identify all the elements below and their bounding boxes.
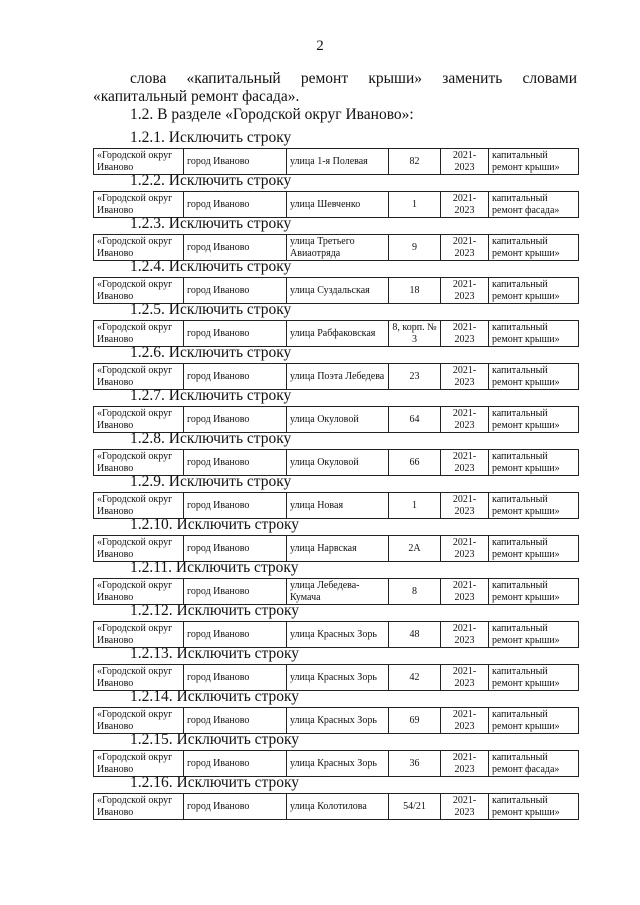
excluded-row-table xyxy=(93,234,579,261)
table-row xyxy=(94,364,579,390)
period-cell: 2021-2023 xyxy=(441,708,489,734)
work-type-cell: капитальный ремонт фасада» xyxy=(489,192,579,218)
house-cell: 8 xyxy=(389,579,441,605)
excluded-row-table xyxy=(93,535,579,562)
house-cell: 69 xyxy=(389,708,441,734)
municipality-cell: «Городской округ Иваново xyxy=(94,708,184,734)
house-cell: 23 xyxy=(389,364,441,390)
section-heading: 1.2.10. Исключить строку xyxy=(130,516,300,533)
street-cell: улица Суздальская xyxy=(287,278,389,304)
exclusion-section xyxy=(93,387,578,433)
street-cell: улица Лебедева-Кумача xyxy=(287,579,389,605)
street-cell: улица Колотилова xyxy=(287,794,389,820)
street-cell: улица Красных Зорь xyxy=(287,665,389,691)
exclusion-section xyxy=(93,129,578,175)
section-heading: 1.2.15. Исключить строку xyxy=(130,731,300,748)
excluded-row-table xyxy=(93,449,579,476)
excluded-row-table xyxy=(93,750,579,777)
exclusion-section xyxy=(93,559,578,605)
municipality-cell: «Городской округ Иваново xyxy=(94,536,184,562)
table-row xyxy=(94,622,579,648)
table-row xyxy=(94,708,579,734)
table-row xyxy=(94,493,579,519)
exclusion-section xyxy=(93,688,578,734)
table-row xyxy=(94,794,579,820)
period-cell: 2021-2023 xyxy=(441,794,489,820)
work-type-cell: капитальный ремонт крыши» xyxy=(489,235,579,261)
section-heading: 1.2.14. Исключить строку xyxy=(130,688,300,705)
municipality-cell: «Городской округ Иваново xyxy=(94,751,184,777)
city-cell: город Иваново xyxy=(184,708,287,734)
section-heading: 1.2.12. Исключить строку xyxy=(130,602,300,619)
excluded-row-table xyxy=(93,191,579,218)
municipality-cell: «Городской округ Иваново xyxy=(94,493,184,519)
exclusion-section xyxy=(93,430,578,476)
exclusion-section xyxy=(93,516,578,562)
section-heading: 1.2.13. Исключить строку xyxy=(130,645,300,662)
period-cell: 2021-2023 xyxy=(441,493,489,519)
work-type-cell: капитальный ремонт фасада» xyxy=(489,751,579,777)
work-type-cell: капитальный ремонт крыши» xyxy=(489,493,579,519)
house-cell: 9 xyxy=(389,235,441,261)
city-cell: город Иваново xyxy=(184,794,287,820)
period-cell: 2021-2023 xyxy=(441,407,489,433)
table-row xyxy=(94,579,579,605)
municipality-cell: «Городской округ Иваново xyxy=(94,579,184,605)
work-type-cell: капитальный ремонт крыши» xyxy=(489,278,579,304)
city-cell: город Иваново xyxy=(184,665,287,691)
municipality-cell: «Городской округ Иваново xyxy=(94,364,184,390)
house-cell: 54/21 xyxy=(389,794,441,820)
exclusion-section xyxy=(93,258,578,304)
municipality-cell: «Городской округ Иваново xyxy=(94,450,184,476)
city-cell: город Иваново xyxy=(184,493,287,519)
period-cell: 2021-2023 xyxy=(441,536,489,562)
city-cell: город Иваново xyxy=(184,536,287,562)
city-cell: город Иваново xyxy=(184,235,287,261)
work-type-cell: капитальный ремонт крыши» xyxy=(489,407,579,433)
excluded-row-table xyxy=(93,277,579,304)
exclusion-section xyxy=(93,645,578,691)
table-row xyxy=(94,192,579,218)
table-row xyxy=(94,321,579,347)
city-cell: город Иваново xyxy=(184,364,287,390)
period-cell: 2021-2023 xyxy=(441,235,489,261)
period-cell: 2021-2023 xyxy=(441,622,489,648)
page-number: 2 xyxy=(316,38,324,54)
excluded-row-table xyxy=(93,664,579,691)
period-cell: 2021-2023 xyxy=(441,321,489,347)
paragraph-replace-words: слова «капитальный ремонт крыши» заменить словами xyxy=(130,70,577,87)
work-type-cell: капитальный ремонт крыши» xyxy=(489,321,579,347)
house-cell: 8, корп. № 3 xyxy=(389,321,441,347)
excluded-row-table xyxy=(93,320,579,347)
excluded-row-table xyxy=(93,363,579,390)
street-cell: улица Третьего Авиаотряда xyxy=(287,235,389,261)
period-cell: 2021-2023 xyxy=(441,450,489,476)
exclusion-section xyxy=(93,301,578,347)
excluded-row-table xyxy=(93,406,579,433)
section-heading: 1.2.2. Исключить строку xyxy=(130,172,292,189)
house-cell: 82 xyxy=(389,149,441,175)
city-cell: город Иваново xyxy=(184,149,287,175)
section-heading: 1.2.3. Исключить строку xyxy=(130,215,292,232)
municipality-cell: «Городской округ Иваново xyxy=(94,192,184,218)
house-cell: 42 xyxy=(389,665,441,691)
exclusion-section xyxy=(93,602,578,648)
exclusion-section xyxy=(93,731,578,777)
exclusion-section xyxy=(93,344,578,390)
city-cell: город Иваново xyxy=(184,192,287,218)
municipality-cell: «Городской округ Иваново xyxy=(94,149,184,175)
city-cell: город Иваново xyxy=(184,278,287,304)
section-heading: 1.2.11. Исключить строку xyxy=(130,559,299,576)
street-cell: улица Поэта Лебедева xyxy=(287,364,389,390)
work-type-cell: капитальный ремонт крыши» xyxy=(489,536,579,562)
street-cell: улица Окуловой xyxy=(287,407,389,433)
municipality-cell: «Городской округ Иваново xyxy=(94,794,184,820)
city-cell: город Иваново xyxy=(184,450,287,476)
street-cell: улица Шевченко xyxy=(287,192,389,218)
section-heading: 1.2.6. Исключить строку xyxy=(130,344,292,361)
section-heading: 1.2.4. Исключить строку xyxy=(130,258,292,275)
table-row xyxy=(94,235,579,261)
house-cell: 64 xyxy=(389,407,441,433)
municipality-cell: «Городской округ Иваново xyxy=(94,665,184,691)
table-row xyxy=(94,450,579,476)
house-cell: 2А xyxy=(389,536,441,562)
table-row xyxy=(94,278,579,304)
work-type-cell: капитальный ремонт крыши» xyxy=(489,708,579,734)
excluded-row-table xyxy=(93,793,579,820)
municipality-cell: «Городской округ Иваново xyxy=(94,235,184,261)
work-type-cell: капитальный ремонт крыши» xyxy=(489,622,579,648)
period-cell: 2021-2023 xyxy=(441,149,489,175)
paragraph-replace-words-cont: «капитальный ремонт фасада». xyxy=(93,88,300,105)
house-cell: 48 xyxy=(389,622,441,648)
work-type-cell: капитальный ремонт крыши» xyxy=(489,450,579,476)
section-heading: 1.2.7. Исключить строку xyxy=(130,387,292,404)
city-cell: город Иваново xyxy=(184,622,287,648)
municipality-cell: «Городской округ Иваново xyxy=(94,321,184,347)
municipality-cell: «Городской округ Иваново xyxy=(94,407,184,433)
street-cell: улица Красных Зорь xyxy=(287,622,389,648)
municipality-cell: «Городской округ Иваново xyxy=(94,622,184,648)
house-cell: 66 xyxy=(389,450,441,476)
street-cell: улица Рабфаковская xyxy=(287,321,389,347)
period-cell: 2021-2023 xyxy=(441,579,489,605)
work-type-cell: капитальный ремонт крыши» xyxy=(489,665,579,691)
street-cell: улица 1-я Полевая xyxy=(287,149,389,175)
table-row xyxy=(94,149,579,175)
street-cell: улица Новая xyxy=(287,493,389,519)
excluded-row-table xyxy=(93,707,579,734)
city-cell: город Иваново xyxy=(184,579,287,605)
city-cell: город Иваново xyxy=(184,321,287,347)
street-cell: улица Красных Зорь xyxy=(287,751,389,777)
section-heading: 1.2.5. Исключить строку xyxy=(130,301,292,318)
work-type-cell: капитальный ремонт крыши» xyxy=(489,794,579,820)
work-type-cell: капитальный ремонт крыши» xyxy=(489,364,579,390)
period-cell: 2021-2023 xyxy=(441,751,489,777)
excluded-row-table xyxy=(93,492,579,519)
period-cell: 2021-2023 xyxy=(441,278,489,304)
section-heading: 1.2.16. Исключить строку xyxy=(130,774,300,791)
street-cell: улица Окуловой xyxy=(287,450,389,476)
table-row xyxy=(94,407,579,433)
excluded-row-table xyxy=(93,621,579,648)
excluded-row-table xyxy=(93,578,579,605)
table-row xyxy=(94,751,579,777)
work-type-cell: капитальный ремонт крыши» xyxy=(489,149,579,175)
period-cell: 2021-2023 xyxy=(441,192,489,218)
table-row xyxy=(94,536,579,562)
exclusion-section xyxy=(93,473,578,519)
table-row xyxy=(94,665,579,691)
section-heading: 1.2.9. Исключить строку xyxy=(130,473,292,490)
work-type-cell: капитальный ремонт крыши» xyxy=(489,579,579,605)
period-cell: 2021-2023 xyxy=(441,665,489,691)
house-cell: 1 xyxy=(389,192,441,218)
street-cell: улица Красных Зорь xyxy=(287,708,389,734)
municipality-cell: «Городской округ Иваново xyxy=(94,278,184,304)
exclusion-section xyxy=(93,215,578,261)
street-cell: улица Нарвская xyxy=(287,536,389,562)
house-cell: 18 xyxy=(389,278,441,304)
house-cell: 1 xyxy=(389,493,441,519)
house-cell: 36 xyxy=(389,751,441,777)
paragraph-section-heading: 1.2. В разделе «Городской округ Иваново»: xyxy=(130,106,414,123)
exclusion-section xyxy=(93,774,578,820)
city-cell: город Иваново xyxy=(184,407,287,433)
section-heading: 1.2.8. Исключить строку xyxy=(130,430,292,447)
section-heading: 1.2.1. Исключить строку xyxy=(130,129,292,146)
period-cell: 2021-2023 xyxy=(441,364,489,390)
exclusion-section xyxy=(93,172,578,218)
excluded-row-table xyxy=(93,148,579,175)
city-cell: город Иваново xyxy=(184,751,287,777)
